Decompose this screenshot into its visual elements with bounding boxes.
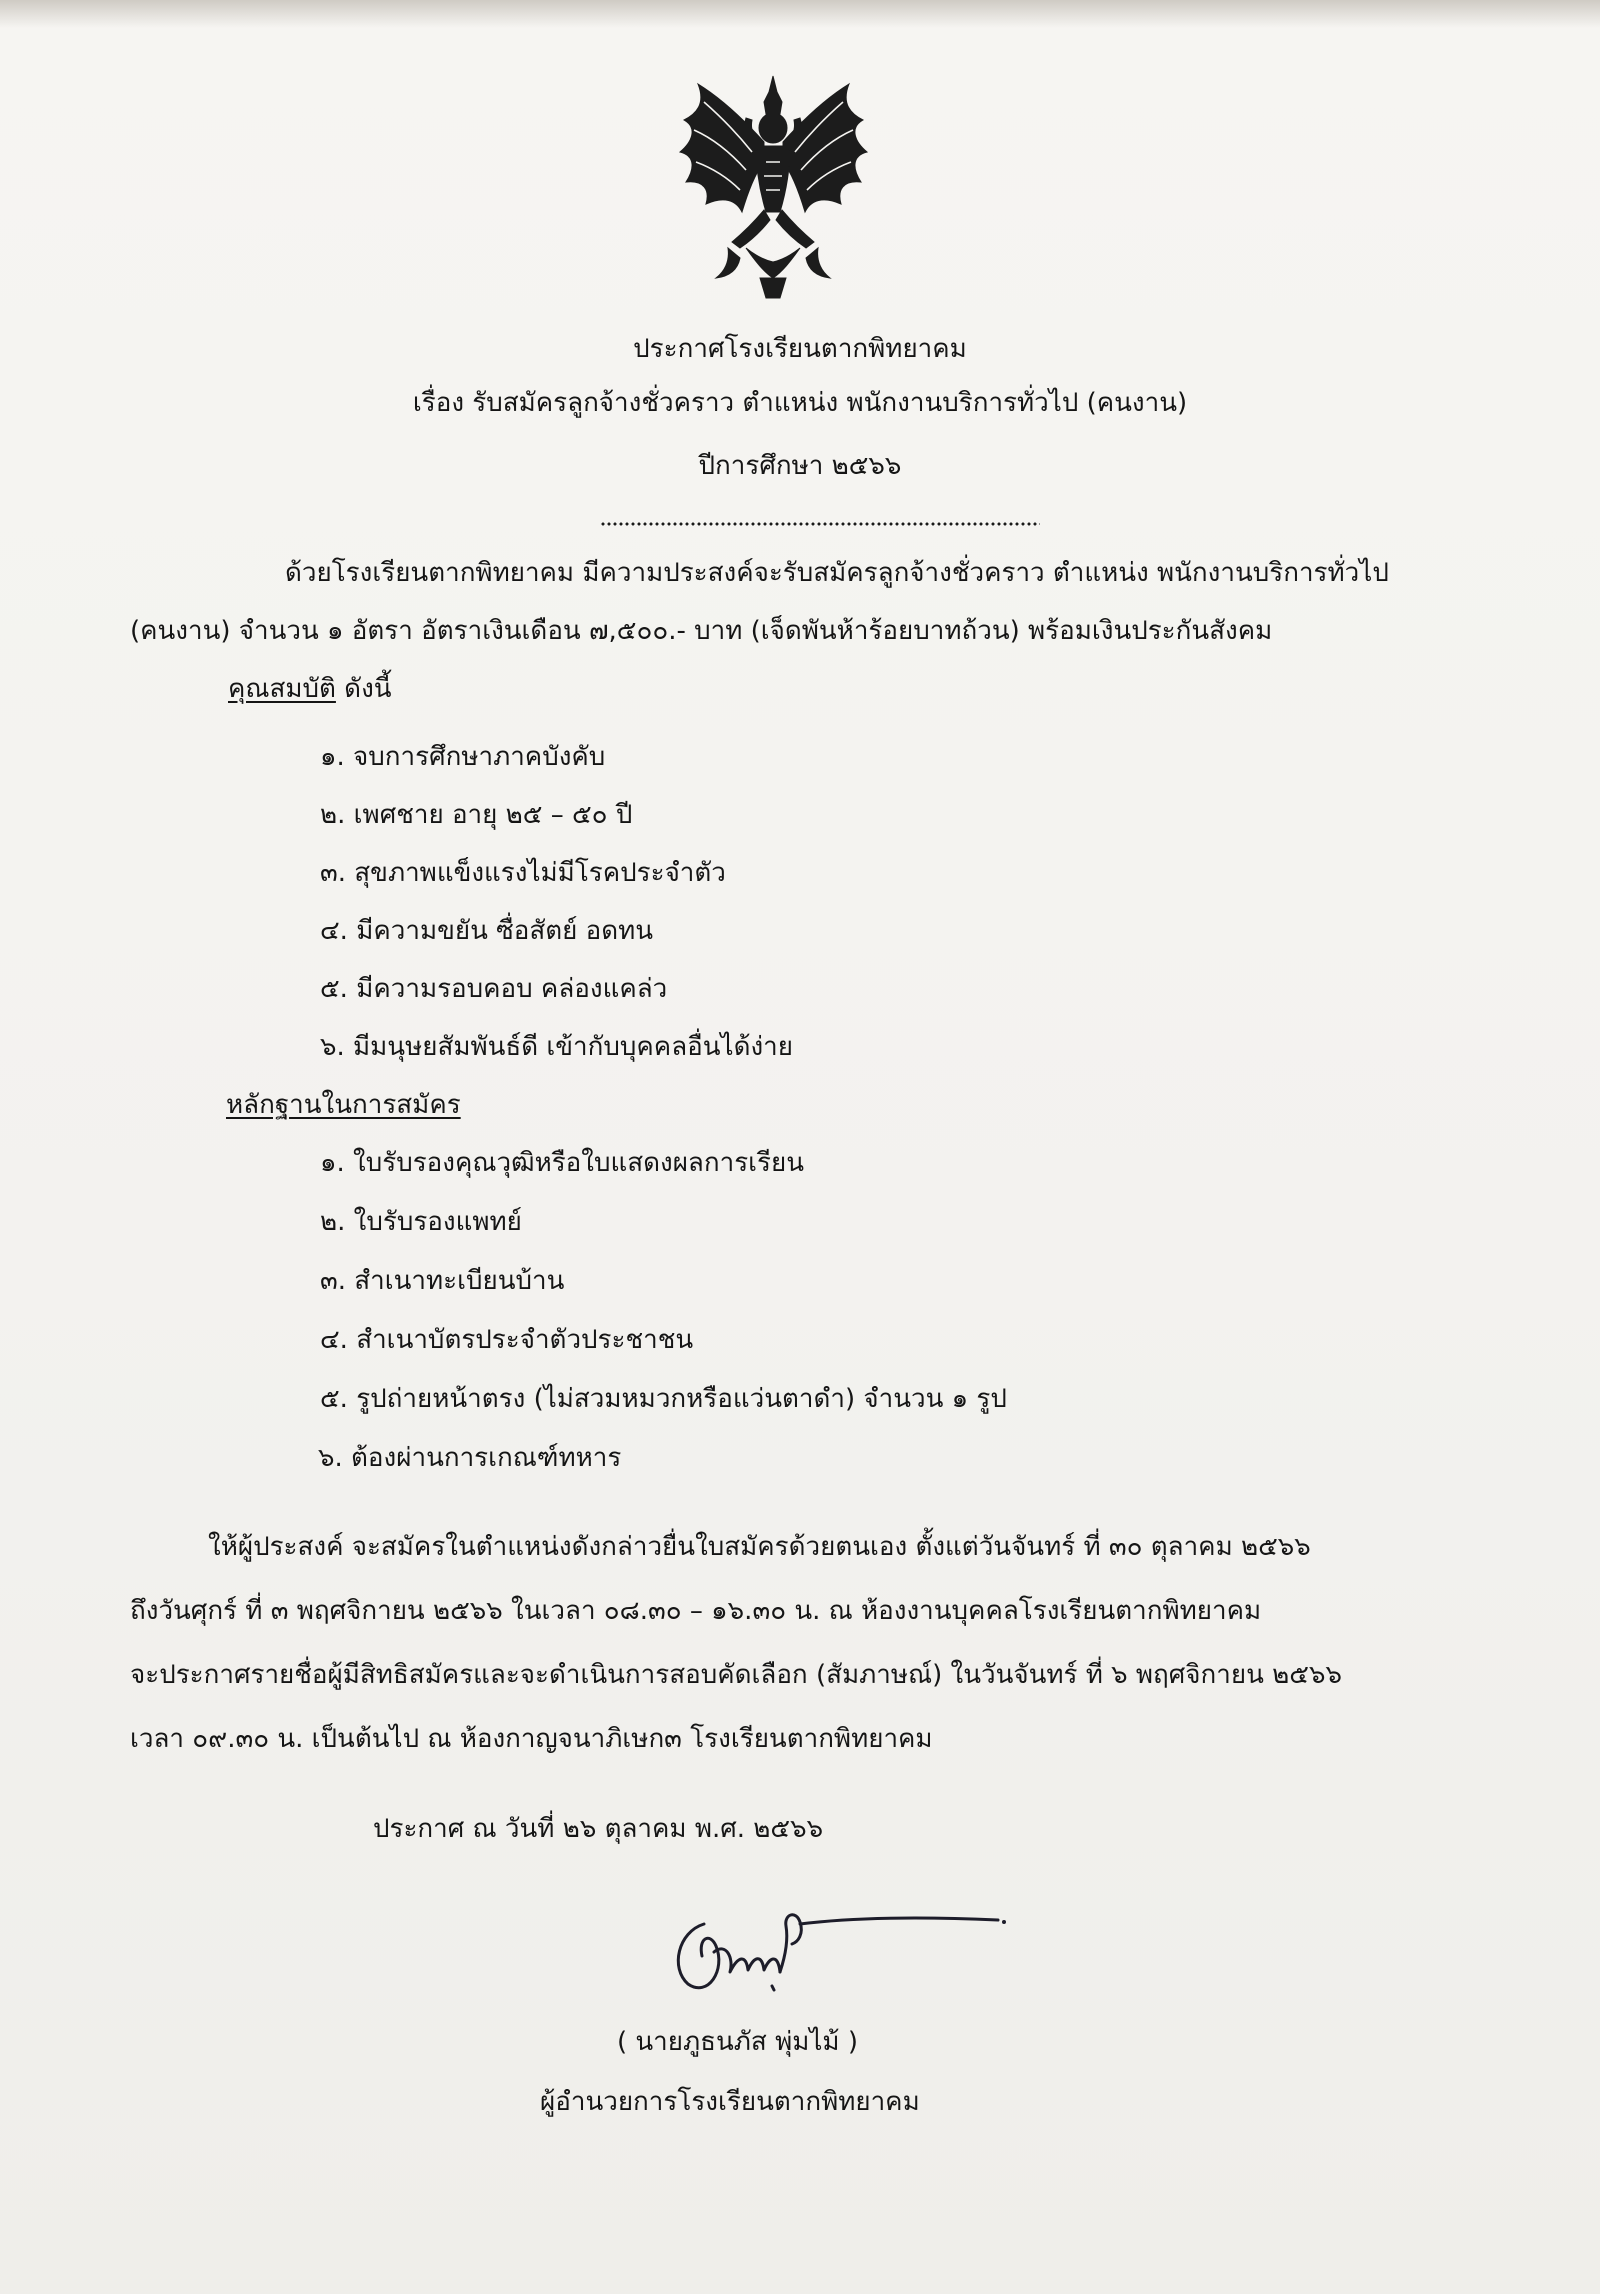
qualification-item: ๓. สุขภาพแข็งแรงไม่มีโรคประจำตัว [320,858,726,888]
document-item: ๕. รูปถ่ายหน้าตรง (ไม่สวมหมวกหรือแว่นตาดำ) จำนวน ๑ รูป [320,1384,1007,1414]
announcement-title: ประกาศโรงเรียนตากพิทยาคม [633,334,967,364]
application-line-2: ถึงวันศุกร์ ที่ ๓ พฤศจิกายน ๒๕๖๖ ในเวลา ๐๘.๓๐ – ๑๖.๓๐ น. ณ ห้องงานบุคคลโรงเรียนตากพิทยาคม [130,1596,1262,1626]
qualifications-heading [228,672,392,706]
document-item: ๓. สำเนาทะเบียนบ้าน [320,1266,565,1296]
document-item: ๑. ใบรับรองคุณวุฒิหรือใบแสดงผลการเรียน [320,1148,805,1178]
document-item: ๔. สำเนาบัตรประจำตัวประชาชน [320,1325,694,1355]
garuda-emblem-icon [676,72,871,302]
signatory-name: ( นายภูธนภัส พุ่มไม้ ) [617,2027,858,2057]
application-line-1: ให้ผู้ประสงค์ จะสมัครในตำแหน่งดังกล่าวยื่นใบสมัครด้วยตนเอง ตั้งแต่วันจันทร์ ที่ ๓๐ ตุลาคม ๒๕๖๖ [208,1532,1311,1562]
signatory-position: ผู้อำนวยการโรงเรียนตากพิทยาคม [540,2087,920,2117]
application-line-4: เวลา ๐๙.๓๐ น. เป็นต้นไป ณ ห้องกาญจนาภิเษก๓ โรงเรียนตากพิทยาคม [130,1724,933,1754]
announcement-subject: เรื่อง รับสมัครลูกจ้างชั่วคราว ตำแหน่ง พนักงานบริการทั่วไป (คนงาน) [412,388,1188,418]
qualification-item: ๒. เพศชาย อายุ ๒๕ – ๕๐ ปี [320,800,633,830]
qualifications-label: คุณสมบัติ [228,674,336,704]
qualification-item: ๔. มีความขยัน ซื่อสัตย์ อดทน [320,916,654,946]
document-item: ๒. ใบรับรองแพทย์ [320,1207,522,1237]
document-item: ๖. ต้องผ่านการเกณฑ์ทหาร [318,1443,622,1473]
qualification-item: ๕. มีความรอบคอบ คล่องแคล่ว [320,974,668,1004]
intro-line-2: (คนงาน) จำนวน ๑ อัตรา อัตราเงินเดือน ๗,๕๐๐.- บาท (เจ็ดพันห้าร้อยบาทถ้วน) พร้อมเงินประกันสังคม [130,616,1273,646]
signature-icon [668,1898,1008,2008]
academic-year: ปีการศึกษา ๒๕๖๖ [698,451,902,481]
qualification-item: ๖. มีมนุษยสัมพันธ์ดี เข้ากับบุคคลอื่นได้ง่าย [320,1032,794,1062]
qualification-item: ๑. จบการศึกษาภาคบังคับ [320,742,606,772]
application-line-3: จะประกาศรายชื่อผู้มีสิทธิสมัครและจะดำเนินการสอบคัดเลือก (สัมภาษณ์) ในวันจันทร์ ที่ ๖ พฤศจิกายน ๒๕๖๖ [130,1660,1342,1690]
announcement-date: ประกาศ ณ วันที่ ๒๖ ตุลาคม พ.ศ. ๒๕๖๖ [373,1814,824,1844]
intro-line-1: ด้วยโรงเรียนตากพิทยาคม มีความประสงค์จะรับสมัครลูกจ้างชั่วคราว ตำแหน่ง พนักงานบริการทั่วไป [285,558,1389,588]
qualifications-suffix: ดังนี้ [335,674,392,704]
documents-heading: หลักฐานในการสมัคร [226,1090,461,1120]
dotted-separator [600,522,1040,526]
